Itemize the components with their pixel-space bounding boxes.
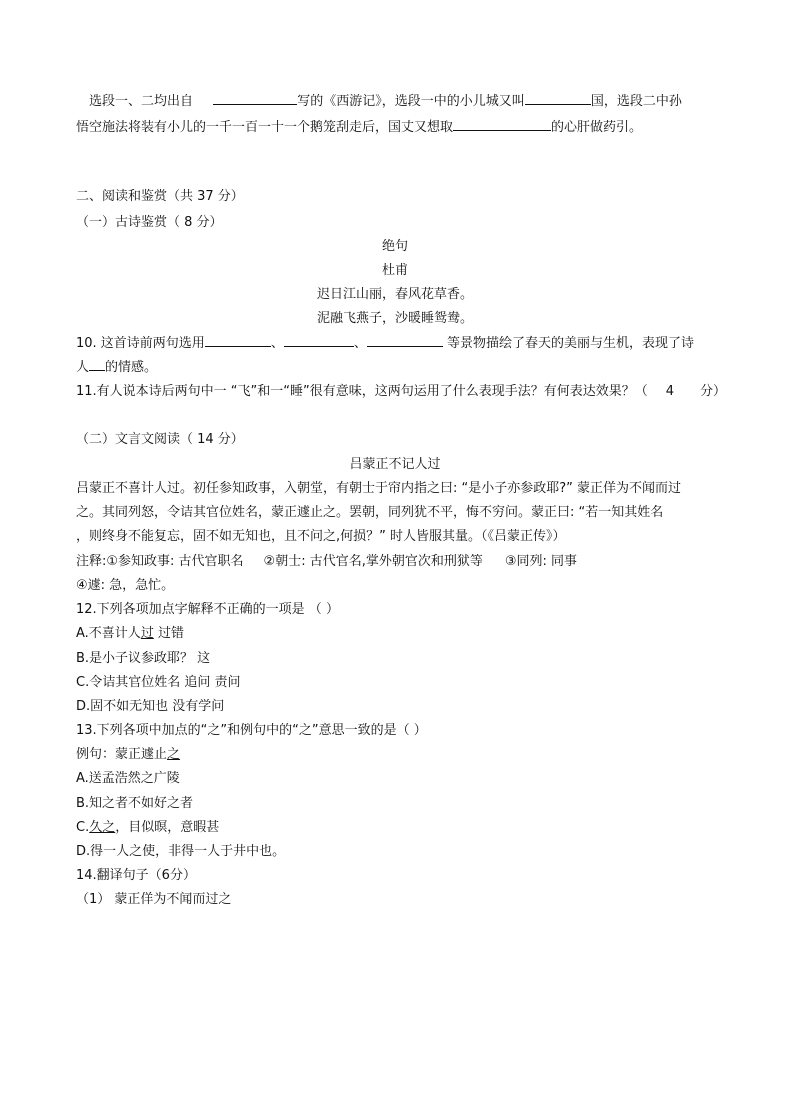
- q13-example-pre: 例句：蒙正遽止: [76, 747, 168, 762]
- note-1: 注释:①参知政事: 古代官职名: [76, 554, 244, 569]
- q10-text-b: 等景物描绘了春天的美丽与生机，表现了诗: [442, 336, 694, 351]
- question-14: 14.翻译句子（6分）: [76, 868, 196, 883]
- classical-p3: ，则终身不能复忘，固不如无知也，且不问之,何损？” 时人皆服其量。（《吕蒙正传》）: [76, 529, 566, 544]
- q12-a-pre: A.不喜计人: [76, 626, 141, 641]
- intro-text-e: 的心肝做药引。: [551, 120, 643, 135]
- q12-option-b[interactable]: B.是小子议参政耶？ 这: [76, 651, 211, 666]
- q10-blank-4[interactable]: [89, 358, 105, 371]
- author-blank[interactable]: [213, 92, 297, 105]
- poem-line-1: 迟日江山丽，春风花草香。: [316, 287, 473, 302]
- classical-notes-1: [76, 553, 577, 571]
- q11-score: 4: [665, 384, 675, 399]
- q11-text: 11.有人说本诗后两句中一 “飞”和一“睡”很有意味，这两句运用了什么表现手法？有何表达效果？（: [76, 384, 648, 399]
- intro-text-b: 写的《西游记》，选段一中的小儿城又叫: [297, 94, 525, 109]
- poem-section-title: （一）古诗鉴赏（ 8 分）: [76, 215, 223, 230]
- classical-notes-2: ④遽: 急，急忙。: [76, 578, 175, 593]
- heart-blank[interactable]: [453, 118, 551, 131]
- note-3: ③同列: 同事: [504, 554, 578, 569]
- q13-example-underlined: 之: [167, 747, 181, 762]
- question-11: [76, 383, 726, 401]
- q10-sep-2: 、: [353, 336, 367, 351]
- q10-blank-3[interactable]: [367, 334, 443, 347]
- q10-text-c: 人: [76, 360, 90, 375]
- poem-line-2: 泥融飞燕子，沙暖睡鸳鸯。: [316, 311, 473, 326]
- q11-end: 分）: [700, 384, 727, 399]
- q10-sep-1: 、: [270, 336, 284, 351]
- q14-item-1: （1） 蒙正佯为不闻而过之: [76, 892, 232, 907]
- classical-p2: 之。其同列怒，令诘其官位姓名，蒙正遽止之。罢朝，同列犹不平，悔不穷问。蒙正曰: “若一知其姓名: [76, 505, 664, 520]
- intro-line-1: [89, 92, 682, 111]
- intro-text-d: 悟空施法将装有小儿的一千一百一十一个鹅笼刮走后，国丈又想取: [76, 120, 454, 135]
- q13-option-a[interactable]: A.送孟浩然之广陵: [76, 771, 180, 786]
- question-13: 13.下列各项中加点的“之”和例句中的“之”意思一致的是（ ）: [76, 723, 427, 738]
- q12-option-c[interactable]: C.令诘其官位姓名 追问 责问: [76, 675, 241, 690]
- poem-title: 绝句: [381, 239, 408, 254]
- question-10-cont: [76, 358, 157, 377]
- classical-section-title: （二）文言文阅读（ 14 分）: [76, 432, 244, 447]
- intro-text-a: 选段一、二均出自: [89, 94, 194, 109]
- q13-c-post: ，目似暝，意暇甚: [115, 820, 220, 835]
- q13-c-underlined: 久之: [89, 820, 116, 835]
- intro-text-c: 国，选段二中孙: [590, 94, 682, 109]
- q12-option-d[interactable]: D.固不如无知也 没有学问: [76, 699, 225, 714]
- q10-text-a: 10. 这首诗前两句选用: [76, 336, 205, 351]
- section-title: 二、阅读和鉴赏（共 37 分）: [76, 189, 244, 204]
- q13-option-b[interactable]: B.知之者不如好之者: [76, 796, 194, 811]
- poem-author: 杜甫: [381, 263, 408, 278]
- q12-a-underlined: 过: [140, 626, 154, 641]
- country-blank[interactable]: [525, 92, 591, 105]
- q12-option-a[interactable]: [76, 625, 184, 643]
- q13-option-d[interactable]: D.得一人之使，非得一人于井中也。: [76, 844, 286, 859]
- q13-c-pre: C.: [76, 820, 90, 835]
- q13-example: [76, 746, 180, 764]
- q13-option-c[interactable]: [76, 819, 219, 837]
- classical-title: 吕蒙正不记人过: [349, 457, 441, 472]
- intro-line-2: [76, 118, 642, 137]
- question-10: [76, 334, 694, 353]
- q12-a-post: 过错: [153, 626, 184, 641]
- q10-text-d: 的情感。: [105, 360, 158, 375]
- classical-p1: 吕蒙正不喜计人过。初任参知政事，入朝堂，有朝士于帘内指之曰: “是小子亦参政耶?” 蒙正佯为不闻而过: [76, 481, 682, 496]
- q10-blank-1[interactable]: [205, 334, 271, 347]
- question-12: 12.下列各项加点字解释不正确的一项是 （ ）: [76, 602, 339, 617]
- note-2: ②朝士: 古代官名,掌外朝官次和刑狱等: [263, 554, 483, 569]
- q10-blank-2[interactable]: [284, 334, 354, 347]
